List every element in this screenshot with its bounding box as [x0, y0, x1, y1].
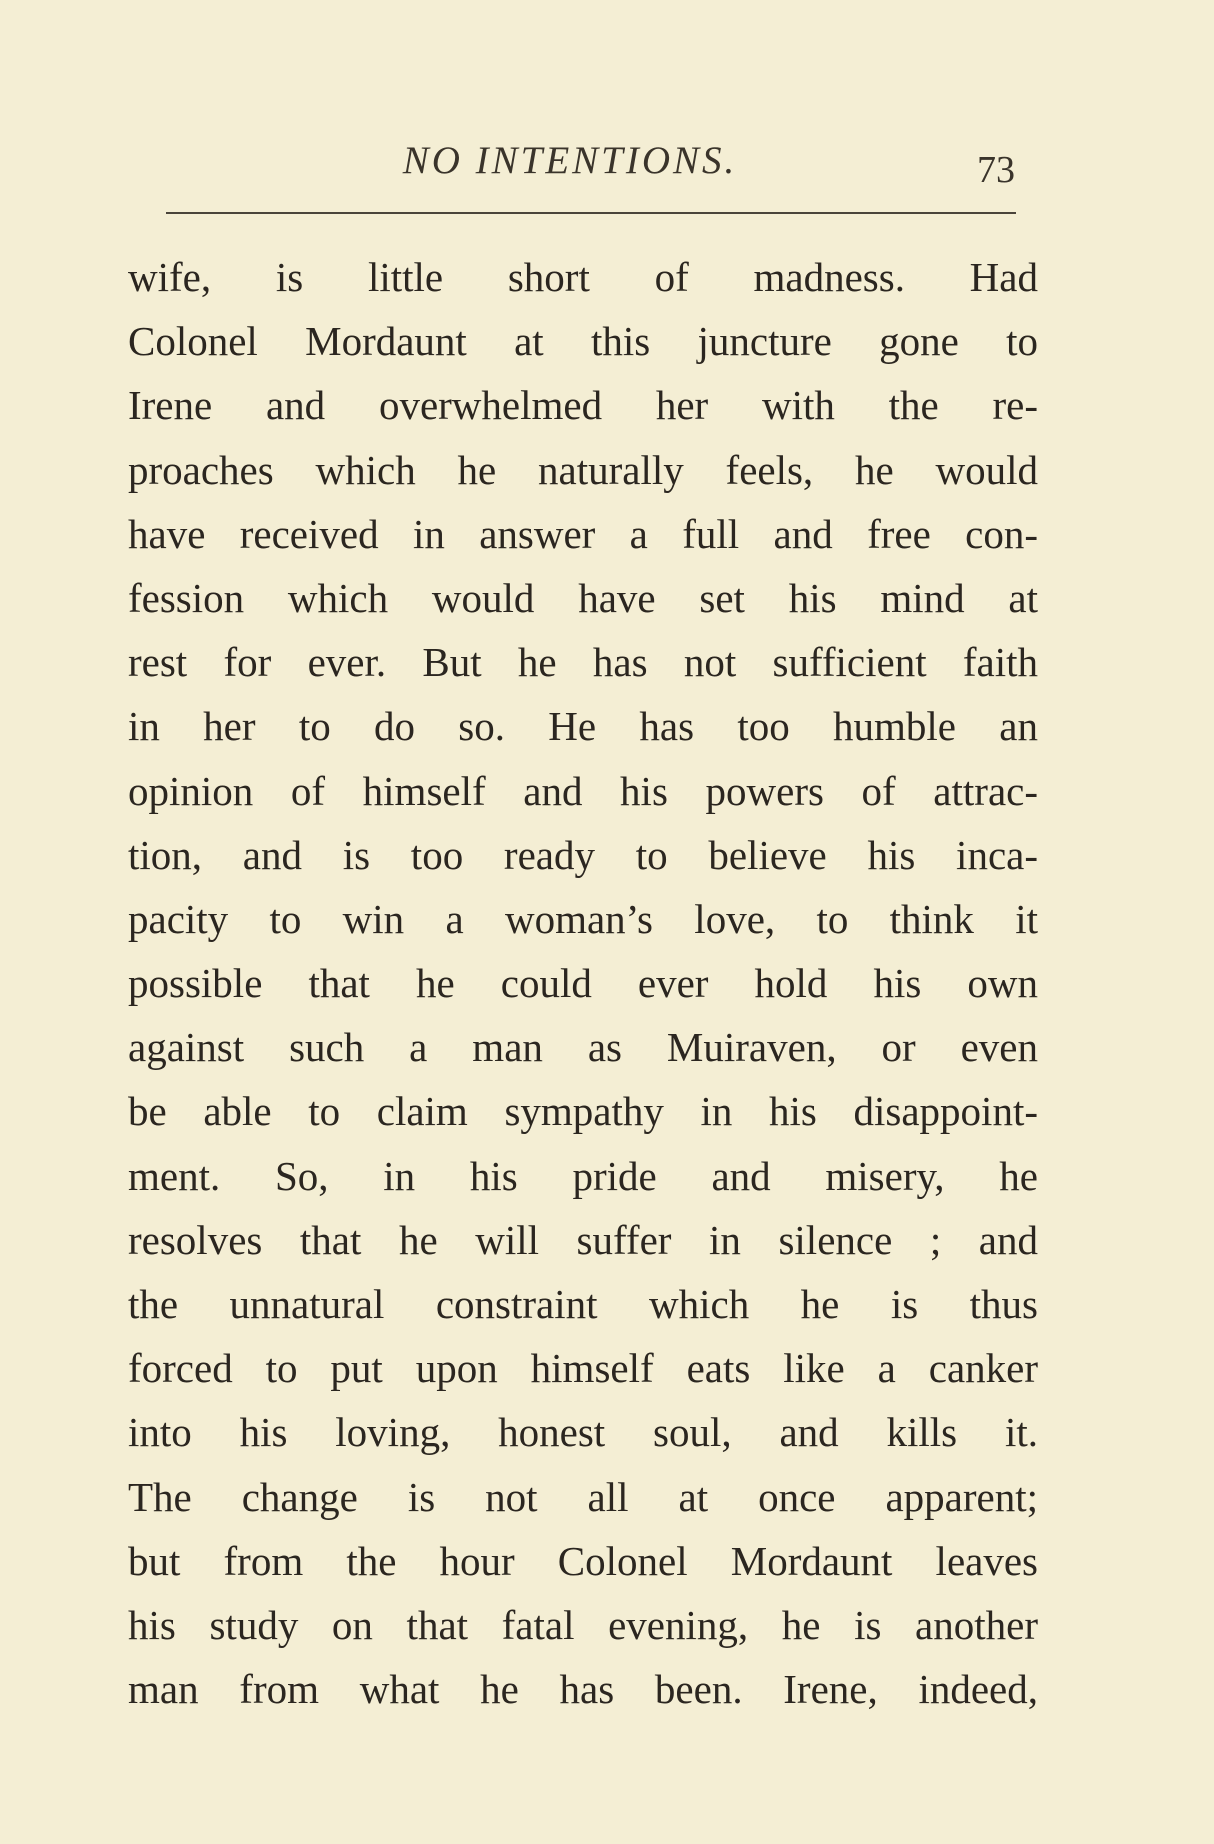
text-line: Colonel Mordaunt at this juncture gone to — [128, 318, 1038, 365]
text-line: tion, and is too ready to believe his inca- — [128, 831, 1038, 878]
text-line: have received in answer a full and free con- — [128, 510, 1038, 557]
text-line: opinion of himself and his powers of attrac- — [128, 767, 1038, 814]
page-number: 73 — [977, 149, 1015, 191]
text-line: in her to do so. He has too humble an — [128, 703, 1038, 750]
body-text — [128, 245, 1038, 1721]
text-line: his study on that fatal evening, he is another — [128, 1601, 1038, 1648]
running-head — [125, 130, 1015, 190]
header-rule — [166, 212, 1016, 214]
text-line: forced to put upon himself eats like a canker — [128, 1345, 1038, 1392]
text-line: The change is not all at once apparent; — [128, 1473, 1038, 1520]
text-line: pacity to win a woman’s love, to think it — [128, 895, 1038, 942]
text-line: man from what he has been. Irene, indeed, — [128, 1666, 1038, 1713]
text-line: resolves that he will suffer in silence ; and — [128, 1216, 1038, 1263]
text-line: the unnatural constraint which he is thus — [128, 1281, 1038, 1327]
text-line: fession which would have set his mind at — [128, 574, 1038, 621]
text-line: but from the hour Colonel Mordaunt leaves — [128, 1537, 1038, 1584]
text-line: proaches which he naturally feels, he would — [128, 446, 1038, 493]
text-line: against such a man as Muiraven, or even — [128, 1024, 1038, 1071]
running-title: NO INTENTIONS. — [402, 139, 738, 182]
text-line: possible that he could ever hold his own — [128, 960, 1038, 1007]
text-line: rest for ever. But he has not sufficient faith — [128, 639, 1038, 686]
text-line: Irene and overwhelmed her with the re- — [128, 382, 1038, 429]
text-line: be able to claim sympathy in his disappoint- — [128, 1088, 1038, 1135]
text-line: into his loving, honest soul, and kills it. — [128, 1409, 1038, 1456]
text-line: wife, is little short of madness. Had — [128, 254, 1038, 300]
text-line: ment. So, in his pride and misery, he — [128, 1152, 1038, 1199]
